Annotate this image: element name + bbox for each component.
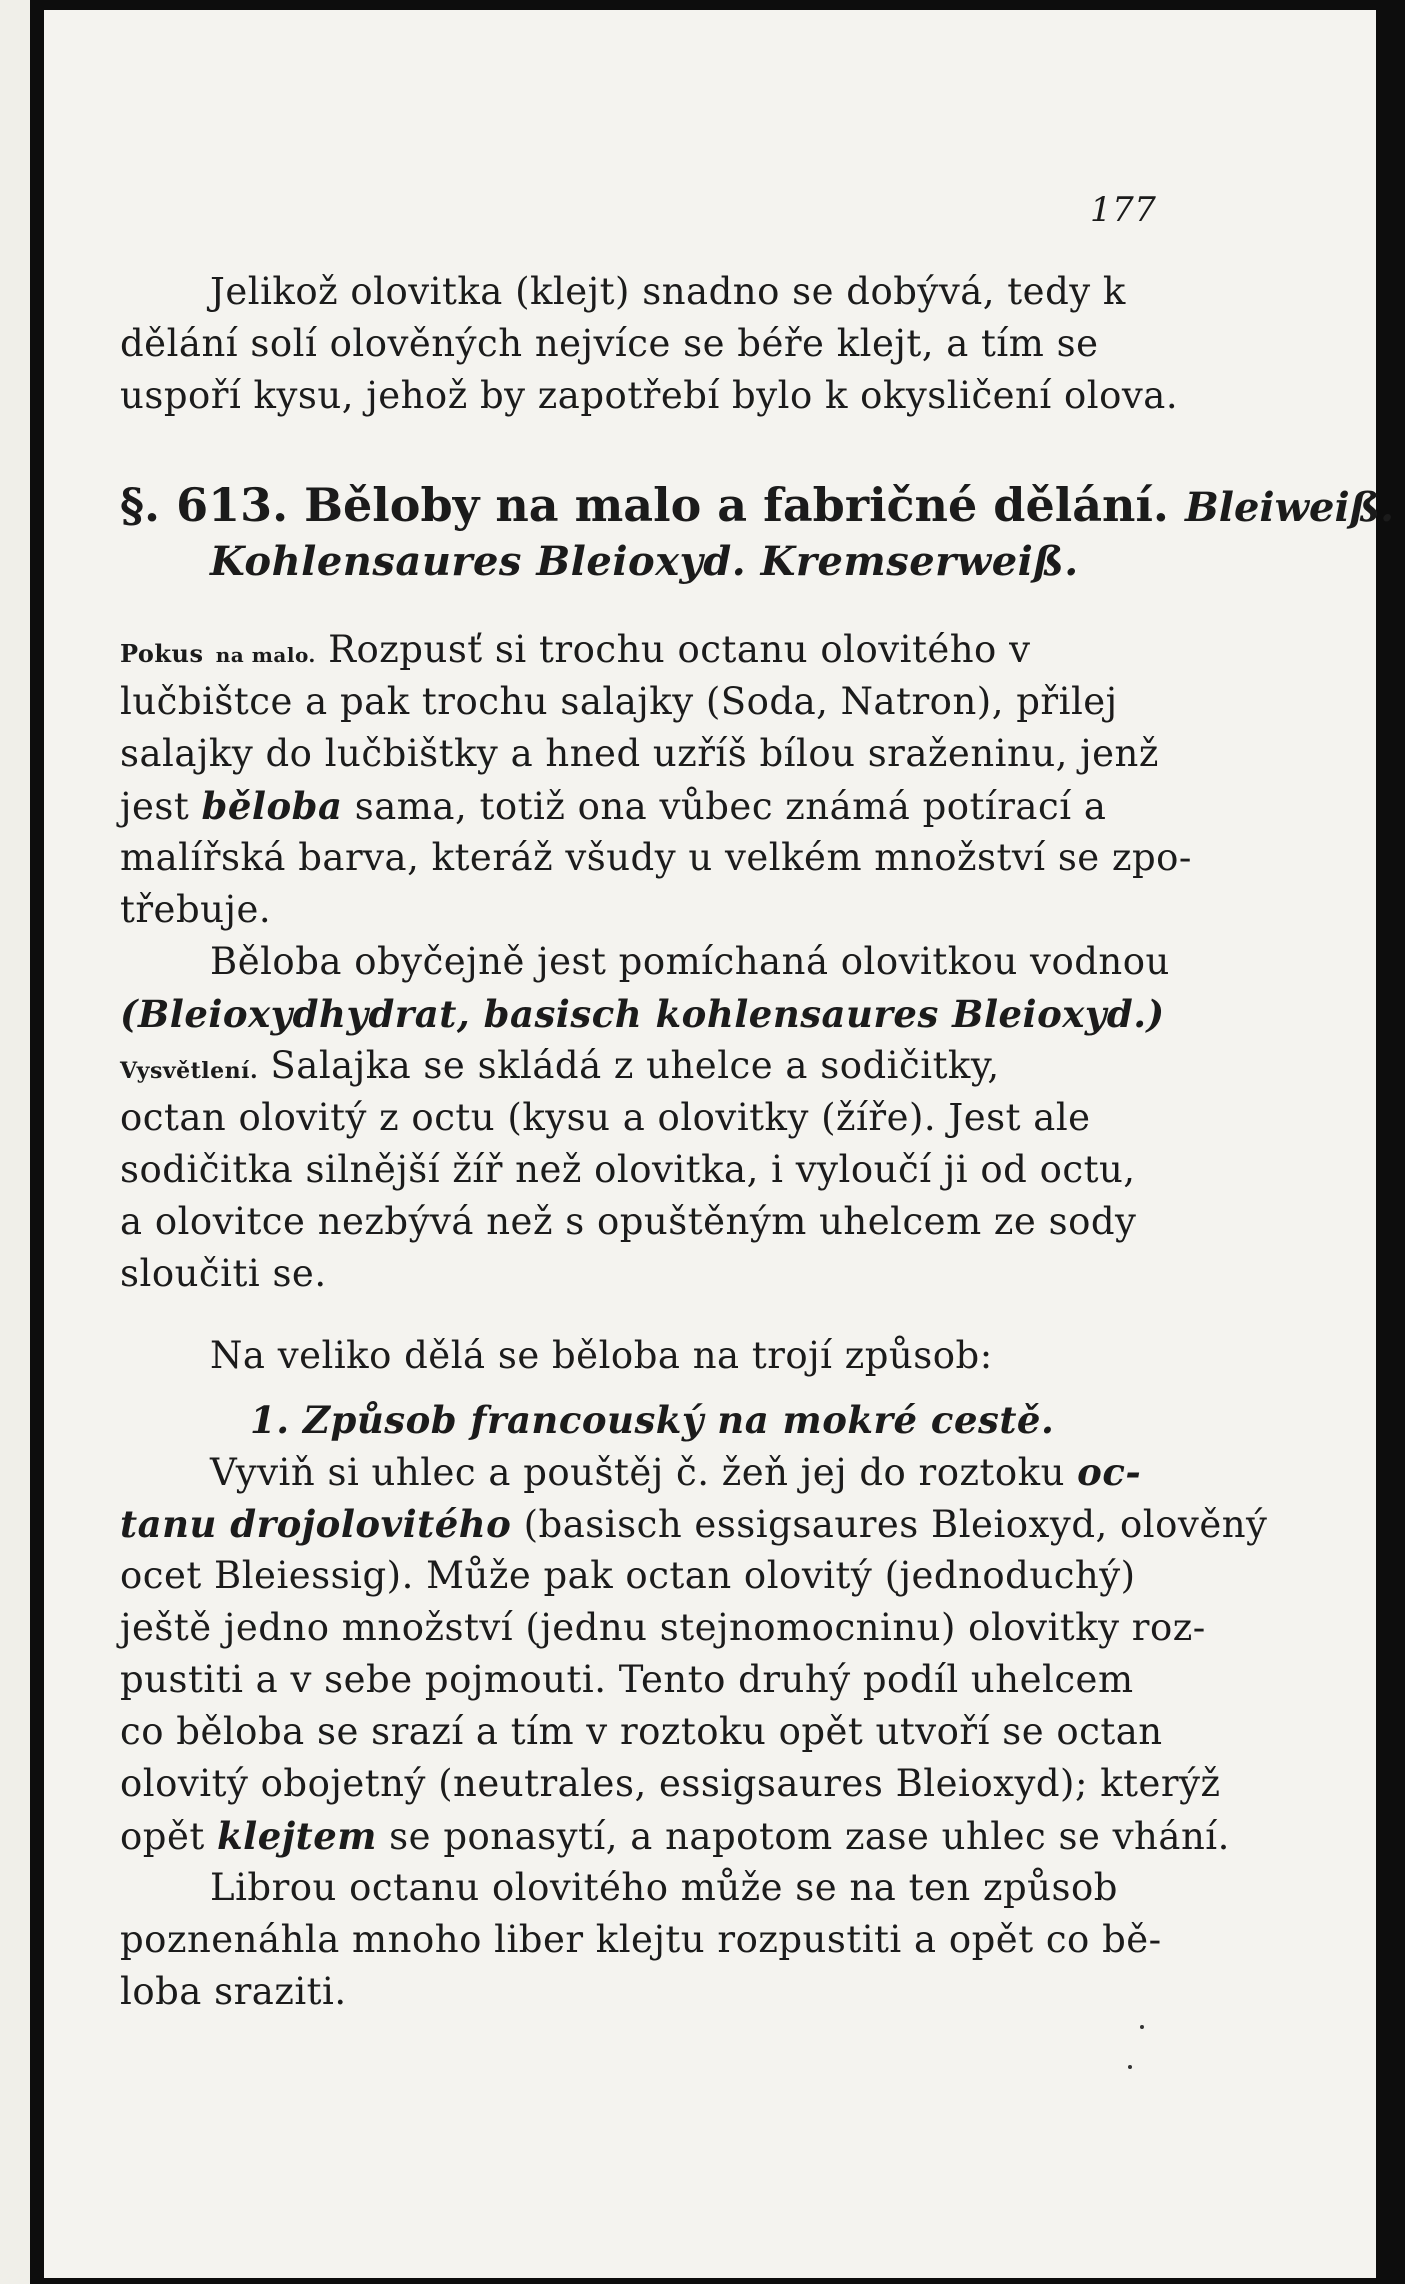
- paragraph-line: třebuje.: [120, 888, 272, 931]
- pokus-text: Rozpusť si trochu octanu olovitého v: [328, 628, 1031, 671]
- section-german-1: Bleiweiß.: [1184, 484, 1394, 531]
- paragraph-line: uspoří kysu, jehož by zapotřebí bylo k okysličení olova.: [120, 374, 1179, 417]
- paragraph-line: Librou octanu olovitého může se na ten způsob: [210, 1866, 1118, 1909]
- pokus-label-small: na malo.: [215, 643, 316, 667]
- print-speck: [1140, 2025, 1144, 2029]
- paragraph-line: poznenáhla mnoho liber klejtu rozpustiti a opět co bě-: [120, 1918, 1162, 1961]
- paragraph-line: [120, 1502, 1267, 1546]
- section-title: Běloby na malo a fabričné dělání.: [304, 478, 1169, 532]
- text-span: opět: [120, 1815, 217, 1858]
- paragraph-line: Jelikož olovitka (klejt) snadno se dobývá, tedy k: [210, 270, 1126, 313]
- paragraph-line: sodičitka silnější žíř než olovitka, i vyloučí ji od octu,: [120, 1148, 1136, 1191]
- vysvetleni-line: [120, 1044, 1000, 1087]
- paragraph-line: (Bleioxydhydrat, basisch kohlensaures Bleioxyd.): [120, 992, 1165, 1036]
- paragraph-line: loba sraziti.: [120, 1970, 347, 2013]
- paragraph-line: ocet Bleiessig). Může pak octan olovitý (jednoduchý): [120, 1554, 1136, 1597]
- method-heading: 1. Způsob francouský na mokré cestě.: [250, 1398, 1055, 1442]
- section-german-2: Kohlensaures Bleioxyd. Kremserweiß.: [210, 538, 1079, 585]
- pokus-line: [120, 628, 1031, 671]
- paragraph-line: lučbištce a pak trochu salajky (Soda, Natron), přilej: [120, 680, 1118, 723]
- italic-term: klejtem: [217, 1814, 377, 1858]
- intro-line: Na veliko dělá se běloba na trojí způsob:: [210, 1334, 993, 1377]
- paragraph-line: dělání solí olověných nejvíce se béře klejt, a tím se: [120, 322, 1099, 365]
- pokus-label: Pokus: [120, 639, 204, 668]
- text-span: se ponasytí, a napotom zase uhlec se vhání.: [376, 1815, 1230, 1858]
- section-number: §. 613.: [120, 478, 289, 532]
- page-edge: [0, 0, 30, 2284]
- print-speck: [1128, 2065, 1132, 2069]
- italic-term: tanu drojolovitého: [120, 1502, 512, 1546]
- paragraph-line: sloučiti se.: [120, 1252, 327, 1295]
- paragraph-line: [120, 1814, 1230, 1858]
- paragraph-line: pustiti a v sebe pojmouti. Tento druhý podíl uhelcem: [120, 1658, 1134, 1701]
- vysvetleni-label: Vysvětlení.: [120, 1058, 259, 1084]
- italic-term: oc-: [1077, 1450, 1142, 1494]
- page-number: 177: [1090, 190, 1157, 230]
- paragraph-line: [120, 784, 1106, 828]
- text-span: Vyviň si uhlec a pouštěj č. žeň jej do roztoku: [210, 1451, 1078, 1494]
- paragraph-line: [210, 1450, 1141, 1494]
- paragraph-line: malířská barva, kteráž všudy u velkém množství se zpo-: [120, 836, 1192, 879]
- paragraph-line: Běloba obyčejně jest pomíchaná olovitkou vodnou: [210, 940, 1170, 983]
- paragraph-line: co běloba se srazí a tím v roztoku opět utvoří se octan: [120, 1710, 1163, 1753]
- paragraph-line: a olovitce nezbývá než s opuštěným uhelcem ze sody: [120, 1200, 1137, 1243]
- paragraph-line: ještě jedno množství (jednu stejnomocninu) olovitky roz-: [120, 1606, 1206, 1649]
- paragraph-line: salajky do lučbištky a hned uzříš bílou sraženinu, jenž: [120, 732, 1159, 775]
- italic-term: běloba: [201, 784, 343, 828]
- paragraph-line: olovitý obojetný (neutrales, essigsaures Bleioxyd); kterýž: [120, 1762, 1221, 1805]
- paragraph-line: octan olovitý z octu (kysu a olovitky (žíře). Jest ale: [120, 1096, 1091, 1139]
- text-span: Salajka se skládá z uhelce a sodičitky,: [270, 1044, 1000, 1087]
- text-span: jest: [120, 785, 202, 828]
- section-heading: [120, 478, 1394, 532]
- text-span: (basisch essigsaures Bleioxyd, olověný: [511, 1503, 1268, 1546]
- text-span: sama, totiž ona vůbec známá potírací a: [342, 785, 1107, 828]
